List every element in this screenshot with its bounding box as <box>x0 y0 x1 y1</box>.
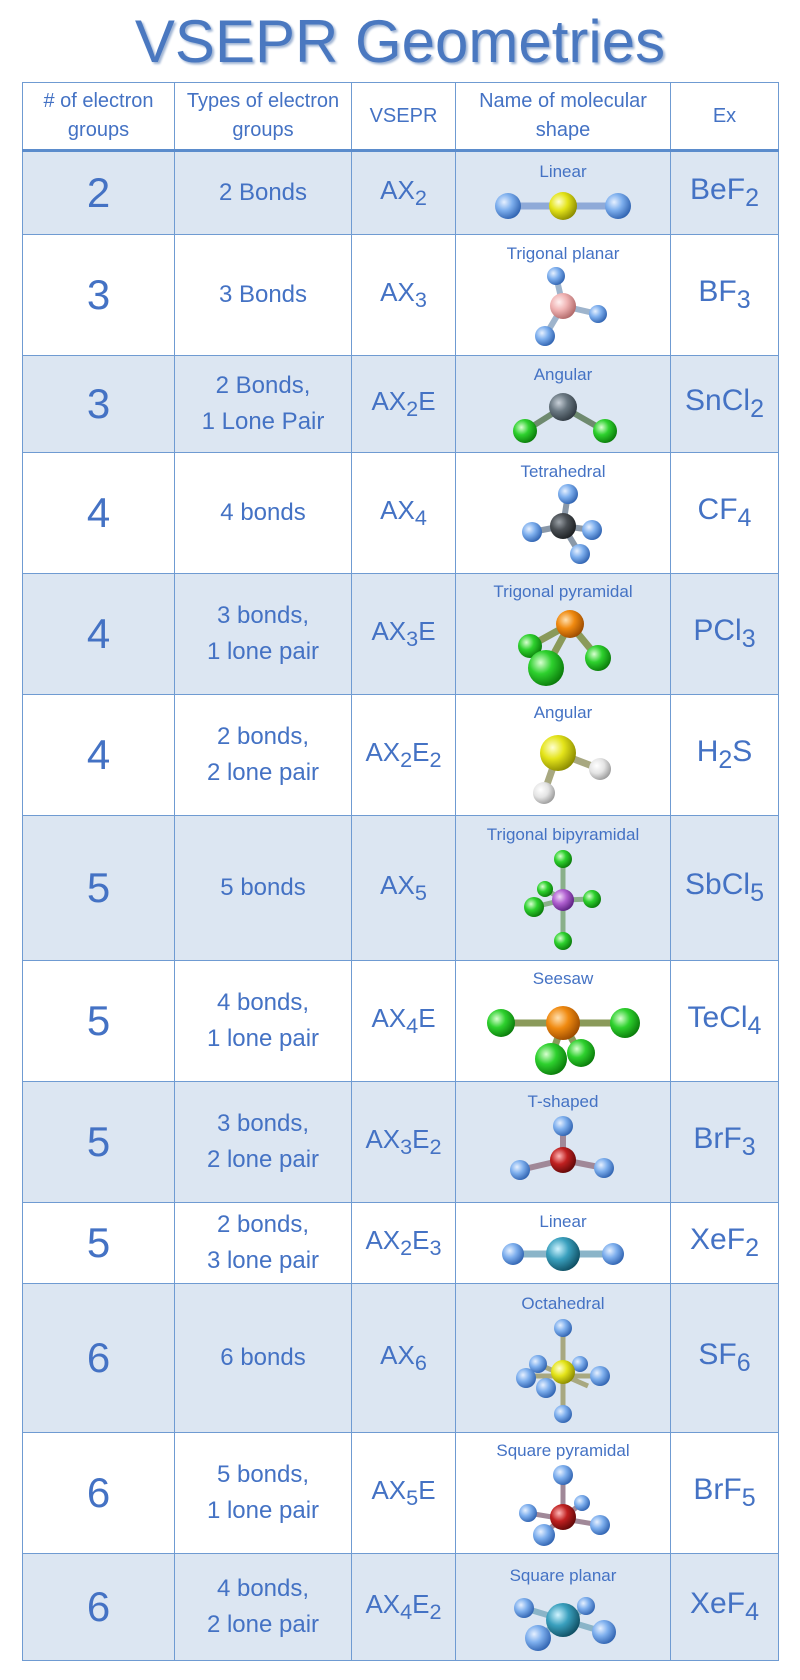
example-cell <box>671 695 779 816</box>
vsepr-e: E <box>418 385 436 416</box>
table-row <box>23 151 779 235</box>
shape-name: Angular <box>533 364 593 384</box>
linear-model <box>488 1232 638 1280</box>
types-cell <box>175 1554 352 1661</box>
types-line: 6 bonds <box>220 1344 306 1371</box>
example-formula: SF <box>698 1338 737 1371</box>
octahedral-model <box>488 1314 638 1428</box>
vsepr-cell <box>352 961 456 1082</box>
vsepr-x-count: 2 <box>414 185 427 211</box>
types-line: 2 Bonds, <box>215 372 311 399</box>
types-line: 4 bonds, <box>216 989 310 1016</box>
vsepr-cell <box>352 453 456 574</box>
vsepr-x-count: 3 <box>400 1134 413 1160</box>
shape-cell <box>456 816 671 961</box>
vsepr-x-count: 2 <box>400 1235 413 1261</box>
types-line: 4 bonds, <box>216 1575 310 1602</box>
groups-cell: 6 <box>23 1433 175 1554</box>
types-cell <box>175 1433 352 1554</box>
vsepr-x-count: 2 <box>400 747 413 773</box>
table-row <box>23 1433 779 1554</box>
vsepr-cell <box>352 695 456 816</box>
vsepr-e: E <box>418 615 436 646</box>
types-cell <box>175 961 352 1082</box>
vsepr-x-count: 3 <box>406 626 419 652</box>
shape-name: Linear <box>539 1211 587 1231</box>
types-line: 2 bonds, <box>216 1211 310 1238</box>
vsepr-ax: AX <box>380 1339 415 1370</box>
example-formula: BrF <box>693 1122 742 1155</box>
example-formula: BF <box>698 275 737 308</box>
shape-name: Octahedral <box>521 1293 605 1313</box>
header-example: Ex <box>671 83 779 151</box>
vsepr-ax: AX <box>365 736 401 767</box>
vsepr-ax: AX <box>371 1474 407 1505</box>
shape-name: T-shaped <box>527 1091 599 1111</box>
vsepr-e-count: 2 <box>429 747 442 773</box>
example-cell <box>671 574 779 695</box>
types-cell <box>175 453 352 574</box>
vsepr-e: E <box>412 736 430 767</box>
table-row <box>23 816 779 961</box>
groups-cell: 6 <box>23 1284 175 1433</box>
vsepr-x-count: 5 <box>406 1485 419 1511</box>
groups-cell: 5 <box>23 961 175 1082</box>
shape-name: Square pyramidal <box>496 1440 630 1460</box>
vsepr-e: E <box>418 1002 436 1033</box>
example-cell <box>671 235 779 356</box>
vsepr-x-count: 4 <box>414 505 427 531</box>
shape-name: Trigonal planar <box>506 243 620 263</box>
example-subscript: 5 <box>750 879 764 907</box>
example-subscript: 2 <box>750 395 764 423</box>
vsepr-x-count: 3 <box>414 287 427 313</box>
vsepr-cell <box>352 574 456 695</box>
tetrahedral-model <box>488 482 638 570</box>
t-shaped-model <box>488 1112 638 1198</box>
table-row <box>23 235 779 356</box>
example-subscript: 5 <box>741 1484 756 1512</box>
table-row <box>23 695 779 816</box>
types-line: 2 bonds, <box>216 723 310 750</box>
example-cell <box>671 1203 779 1284</box>
vsepr-cell <box>352 235 456 356</box>
vsepr-ax: AX <box>380 174 415 205</box>
types-line: 2 lone pair <box>206 1611 320 1638</box>
example-cell <box>671 1284 779 1433</box>
example-cell <box>671 816 779 961</box>
vsepr-x-count: 6 <box>414 1350 427 1376</box>
table-row <box>23 356 779 453</box>
example-cell <box>671 151 779 235</box>
angular-model <box>488 385 638 449</box>
groups-cell: 4 <box>23 453 175 574</box>
types-cell <box>175 695 352 816</box>
types-line: 3 bonds, <box>216 602 310 629</box>
angular-model <box>488 723 638 813</box>
vsepr-ax: AX <box>380 494 415 525</box>
vsepr-e: E <box>412 1588 430 1619</box>
vsepr-cell <box>352 356 456 453</box>
types-cell <box>175 1082 352 1203</box>
seesaw-model <box>479 989 647 1079</box>
example-cell <box>671 1433 779 1554</box>
example-cell <box>671 1554 779 1661</box>
table-row <box>23 1284 779 1433</box>
groups-cell: 5 <box>23 1082 175 1203</box>
trigonal-planar-model <box>488 264 638 352</box>
types-line: 1 Lone Pair <box>201 408 325 435</box>
vsepr-e-count: 2 <box>429 1134 442 1160</box>
shape-cell <box>456 1554 671 1661</box>
vsepr-e: E <box>412 1123 430 1154</box>
linear-model <box>488 182 638 230</box>
shape-name: Angular <box>533 702 593 722</box>
vsepr-table <box>22 82 779 1661</box>
shape-name: Square planar <box>509 1565 617 1585</box>
example-cell <box>671 453 779 574</box>
shape-cell <box>456 1203 671 1284</box>
shape-name: Trigonal pyramidal <box>493 581 633 601</box>
types-line: 1 lone pair <box>206 1025 320 1052</box>
vsepr-cell <box>352 1203 456 1284</box>
vsepr-e-count: 3 <box>429 1235 442 1261</box>
header-types: Types of electron groups <box>175 83 352 151</box>
example-formula: XeF <box>690 1223 746 1256</box>
table-row <box>23 961 779 1082</box>
types-cell <box>175 1284 352 1433</box>
vsepr-x-count: 4 <box>400 1599 413 1625</box>
trigonal-bipyramidal-model <box>488 845 638 957</box>
groups-cell: 4 <box>23 574 175 695</box>
vsepr-ax: AX <box>365 1123 401 1154</box>
table-row <box>23 1082 779 1203</box>
example-cell <box>671 1082 779 1203</box>
example-formula: XeF <box>690 1587 746 1620</box>
vsepr-e: E <box>412 1224 430 1255</box>
vsepr-cell <box>352 151 456 235</box>
types-cell <box>175 356 352 453</box>
types-line: 5 bonds <box>220 874 306 901</box>
types-line: 3 lone pair <box>206 1247 320 1274</box>
example-subscript: 4 <box>747 1012 762 1040</box>
types-cell <box>175 1203 352 1284</box>
header-shape: Name of molecular shape <box>456 83 671 151</box>
vsepr-x-count: 2 <box>406 396 419 422</box>
shape-cell <box>456 961 671 1082</box>
shape-cell <box>456 695 671 816</box>
vsepr-ax: AX <box>371 385 407 416</box>
example-formula: BrF <box>693 1473 742 1506</box>
vsepr-cell <box>352 816 456 961</box>
vsepr-ax: AX <box>380 276 415 307</box>
page-title: VSEPR Geometries <box>134 8 666 75</box>
header-vsepr: VSEPR <box>352 83 456 151</box>
example-subscript: 4 <box>737 504 752 532</box>
groups-cell: 4 <box>23 695 175 816</box>
types-line: 5 bonds, <box>216 1461 310 1488</box>
groups-cell: 2 <box>23 151 175 235</box>
example-subscript: 3 <box>741 1133 756 1161</box>
shape-cell <box>456 1082 671 1203</box>
table-row <box>23 453 779 574</box>
vsepr-ax: AX <box>365 1588 401 1619</box>
square-pyramidal-model <box>488 1461 638 1551</box>
trigonal-pyramidal-model <box>488 602 638 692</box>
types-cell <box>175 574 352 695</box>
example-subscript: 3 <box>741 625 756 653</box>
shape-cell <box>456 356 671 453</box>
vsepr-cell <box>352 1554 456 1661</box>
example-formula: SbCl <box>685 868 751 901</box>
groups-cell: 6 <box>23 1554 175 1661</box>
types-line: 2 Bonds <box>218 179 308 206</box>
example-subscript: 3 <box>736 286 751 314</box>
example-formula: TeCl <box>687 1001 748 1034</box>
groups-cell: 3 <box>23 235 175 356</box>
vsepr-cell <box>352 1284 456 1433</box>
table-row <box>23 1203 779 1284</box>
vsepr-ax: AX <box>371 615 407 646</box>
example-formula: SnCl <box>685 384 751 417</box>
table-row <box>23 1554 779 1661</box>
groups-cell: 5 <box>23 816 175 961</box>
header-groups: # of electron groups <box>23 83 175 151</box>
shape-cell <box>456 235 671 356</box>
vsepr-x-count: 5 <box>414 880 427 906</box>
example-formula: BeF <box>690 173 746 206</box>
types-cell <box>175 151 352 235</box>
example-subscript: 6 <box>736 1349 751 1377</box>
header-row <box>23 83 779 151</box>
types-line: 3 Bonds <box>218 281 308 308</box>
vsepr-ax: AX <box>380 869 415 900</box>
groups-cell: 5 <box>23 1203 175 1284</box>
example-subscript: 4 <box>745 1598 759 1626</box>
shape-name: Seesaw <box>532 968 594 988</box>
table-row <box>23 574 779 695</box>
example-subscript: 2 <box>718 746 733 774</box>
vsepr-cell <box>352 1433 456 1554</box>
shape-cell <box>456 1433 671 1554</box>
example-tail: S <box>732 735 753 768</box>
types-line: 2 lone pair <box>206 759 320 786</box>
example-formula: PCl <box>693 614 742 647</box>
vsepr-x-count: 4 <box>406 1013 419 1039</box>
vsepr-ax: AX <box>365 1224 401 1255</box>
shape-cell <box>456 1284 671 1433</box>
types-cell <box>175 816 352 961</box>
shape-name: Trigonal bipyramidal <box>486 824 640 844</box>
vsepr-ax: AX <box>371 1002 407 1033</box>
shape-name: Tetrahedral <box>520 461 606 481</box>
types-line: 1 lone pair <box>206 638 320 665</box>
example-subscript: 2 <box>745 1234 759 1262</box>
example-subscript: 2 <box>745 184 759 212</box>
types-line: 1 lone pair <box>206 1497 320 1524</box>
square-planar-model <box>488 1586 638 1654</box>
vsepr-e: E <box>418 1474 436 1505</box>
shape-name: Linear <box>539 161 587 181</box>
example-cell <box>671 961 779 1082</box>
example-cell <box>671 356 779 453</box>
types-cell <box>175 235 352 356</box>
vsepr-cell <box>352 1082 456 1203</box>
groups-cell: 3 <box>23 356 175 453</box>
shape-cell <box>456 453 671 574</box>
example-formula: H <box>696 735 719 768</box>
shape-cell <box>456 574 671 695</box>
shape-cell <box>456 151 671 235</box>
types-line: 4 bonds <box>220 499 306 526</box>
types-line: 2 lone pair <box>206 1146 320 1173</box>
vsepr-e-count: 2 <box>429 1599 442 1625</box>
types-line: 3 bonds, <box>216 1110 310 1137</box>
example-formula: CF <box>697 493 738 526</box>
